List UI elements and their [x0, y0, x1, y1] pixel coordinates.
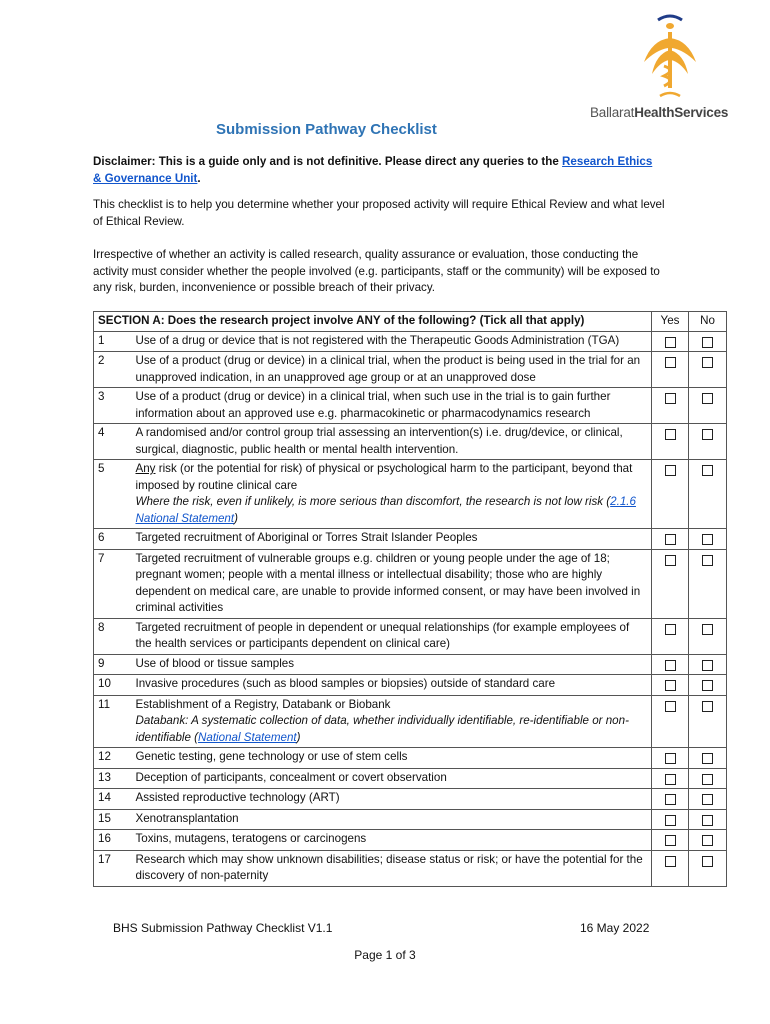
checklist-row	[94, 809, 727, 830]
checklist-row	[94, 789, 727, 810]
item-text: Establishment of a Registry, Databank or Biobank	[135, 697, 391, 711]
yes-cell	[652, 424, 689, 460]
item-number: 13	[94, 768, 132, 789]
item-text: Xenotransplantation	[135, 811, 239, 825]
no-cell	[689, 549, 727, 618]
yes-checkbox[interactable]	[665, 624, 676, 635]
yes-cell	[652, 549, 689, 618]
item-text: Targeted recruitment of people in dependent or unequal relationships (for example employees of the health services or participants dependent on clinical care)	[135, 620, 630, 650]
item-description: Any risk (or the potential for risk) of physical or psychological harm to the participant, beyond that imposed by routine clinical care Where the risk, even if unlikely, is more serious than discomfort, the research is not low risk (2.1.6 National Statement)	[132, 460, 652, 529]
no-cell	[689, 830, 727, 851]
intro-paragraph-1: This checklist is to help you determine whether your proposed activity will require Ethical Review and what level of Ethical Review.	[93, 198, 665, 228]
no-cell	[689, 388, 727, 424]
footer-date: 16 May 2022	[580, 921, 650, 935]
no-cell	[689, 809, 727, 830]
checklist-row	[94, 830, 727, 851]
yes-checkbox[interactable]	[665, 429, 676, 440]
item-note: Where the risk, even if unlikely, is more serious than discomfort, the research is not low risk (2.1.6 National Statement)	[135, 495, 636, 525]
yes-cell	[652, 768, 689, 789]
yes-cell	[652, 654, 689, 675]
no-cell	[689, 460, 727, 529]
checklist-row	[94, 529, 727, 550]
no-checkbox[interactable]	[702, 624, 713, 635]
yes-checkbox[interactable]	[665, 856, 676, 867]
no-cell	[689, 529, 727, 550]
item-number: 1	[94, 331, 132, 352]
item-number: 9	[94, 654, 132, 675]
checklist-row	[94, 424, 727, 460]
footer-document-title: BHS Submission Pathway Checklist V1.1	[113, 921, 333, 935]
intro-paragraph-2: Irrespective of whether an activity is called research, quality assurance or evaluation, those conducting the activity must consider whether the people involved (e.g. participants, staff or the community) will be exposed to any risk, burden, inconvenience or possible breach of their privacy.	[93, 248, 660, 294]
item-text: Use of a drug or device that is not registered with the Therapeutic Goods Administration (TGA)	[135, 333, 620, 347]
item-number: 11	[94, 695, 132, 748]
yes-checkbox[interactable]	[665, 555, 676, 566]
no-checkbox[interactable]	[702, 701, 713, 712]
yes-checkbox[interactable]	[665, 680, 676, 691]
no-cell	[689, 789, 727, 810]
item-text: risk (or the potential for risk) of physical or psychological harm to the participant, beyond that imposed by routine clinical care	[135, 462, 633, 492]
no-checkbox[interactable]	[702, 393, 713, 404]
item-text: Use of a product (drug or device) in a clinical trial, when such use in the trial is to gain further information about an approved use e.g. pharmacokinetic or pharmacodynamics research	[135, 390, 611, 420]
no-checkbox[interactable]	[702, 534, 713, 545]
no-cell	[689, 352, 727, 388]
item-description	[132, 675, 652, 696]
yes-cell	[652, 675, 689, 696]
item-text: Deception of participants, concealment or covert observation	[135, 770, 447, 784]
section-a-checklist-table	[93, 311, 727, 887]
yes-cell	[652, 789, 689, 810]
item-text: Toxins, mutagens, teratogens or carcinogens	[135, 832, 367, 845]
no-checkbox[interactable]	[702, 660, 713, 671]
item-description	[132, 768, 652, 789]
item-text: Invasive procedures (such as blood samples or biopsies) outside of standard care	[135, 677, 556, 690]
yes-checkbox[interactable]	[665, 357, 676, 368]
checklist-row	[94, 654, 727, 675]
item-text: Assisted reproductive technology (ART)	[135, 791, 340, 804]
item-description	[132, 654, 652, 675]
item-number: 4	[94, 424, 132, 460]
item-text: Use of a product (drug or device) in a clinical trial, when the product is being used in the trial for an unapproved indication, in an unapproved age group or at an unapproved dose	[135, 354, 641, 384]
yes-checkbox[interactable]	[665, 815, 676, 826]
item-description	[132, 618, 652, 654]
checklist-row	[94, 549, 727, 618]
page-number: Page 1 of 3	[354, 948, 416, 962]
no-cell	[689, 748, 727, 769]
no-cell	[689, 424, 727, 460]
no-checkbox[interactable]	[702, 794, 713, 805]
yes-cell	[652, 460, 689, 529]
logo-wordmark: BallaratHealthServices	[590, 105, 729, 120]
yes-checkbox[interactable]	[665, 835, 676, 846]
no-checkbox[interactable]	[702, 429, 713, 440]
yes-checkbox[interactable]	[665, 393, 676, 404]
item-number: 8	[94, 618, 132, 654]
item-description	[132, 388, 652, 424]
no-cell	[689, 675, 727, 696]
disclaimer-text: Disclaimer: This is a guide only and is not definitive. Please direct any queries to the	[93, 155, 563, 168]
ballarat-health-services-logo	[590, 10, 750, 125]
item-text: Research which may show unknown disabilities; disease status or risk; or have the potential for the discovery of non-paternity	[135, 852, 643, 882]
checklist-row	[94, 460, 727, 529]
item-text: A randomised and/or control group trial assessing an intervention(s) i.e. drug/device, or clinical, surgical, diagnostic, public health or mental health intervention.	[135, 426, 623, 456]
item-number: 5	[94, 460, 132, 529]
table-header-row	[94, 312, 727, 332]
no-checkbox[interactable]	[702, 774, 713, 785]
item-description	[132, 424, 652, 460]
no-cell	[689, 331, 727, 352]
yes-checkbox[interactable]	[665, 753, 676, 764]
section-a-header: SECTION A: Does the research project involve ANY of the following? (Tick all that apply)	[94, 312, 652, 332]
no-checkbox[interactable]	[702, 680, 713, 691]
item-number: 10	[94, 675, 132, 696]
item-description	[132, 695, 652, 748]
disclaimer: Disclaimer: This is a guide only and is not definitive. Please direct any queries to the Research Ethics & Governance Unit.	[93, 155, 653, 185]
checklist-row	[94, 675, 727, 696]
no-checkbox[interactable]	[702, 555, 713, 566]
checklist-row	[94, 331, 727, 352]
item-number: 16	[94, 830, 132, 851]
item-number: 15	[94, 809, 132, 830]
no-column-header: No	[689, 312, 727, 332]
checklist-row	[94, 618, 727, 654]
checklist-rows	[94, 331, 727, 886]
item-number: 17	[94, 850, 132, 886]
yes-column-header: Yes	[652, 312, 689, 332]
item-description	[132, 529, 652, 550]
checklist-row	[94, 768, 727, 789]
no-cell	[689, 654, 727, 675]
item-number: 2	[94, 352, 132, 388]
yes-checkbox[interactable]	[665, 465, 676, 476]
yes-cell	[652, 352, 689, 388]
no-checkbox[interactable]	[702, 815, 713, 826]
item-text: Genetic testing, gene technology or use of stem cells	[135, 750, 408, 763]
no-checkbox[interactable]	[702, 337, 713, 348]
no-cell	[689, 850, 727, 886]
item-text: Targeted recruitment of vulnerable groups e.g. children or young people under the age of 18; pregnant women; people with a mental illness or intellectual disability; those who are highly dependent on medical care, are unable to provide informed consent, or may have been involved in criminal activities	[135, 551, 641, 614]
yes-checkbox[interactable]	[665, 701, 676, 712]
yes-checkbox[interactable]	[665, 774, 676, 785]
checklist-row	[94, 850, 727, 886]
yes-cell	[652, 850, 689, 886]
no-cell	[689, 768, 727, 789]
yes-cell	[652, 331, 689, 352]
yes-checkbox[interactable]	[665, 337, 676, 348]
yes-cell	[652, 695, 689, 748]
yes-cell	[652, 388, 689, 424]
item-description	[132, 789, 652, 810]
no-checkbox[interactable]	[702, 753, 713, 764]
item-text: Targeted recruitment of Aboriginal or Torres Strait Islander Peoples	[135, 531, 478, 544]
no-checkbox[interactable]	[702, 856, 713, 867]
national-statement-link[interactable]: 2.1.6 National Statement	[135, 495, 636, 525]
yes-cell	[652, 618, 689, 654]
bhs-emblem-icon	[630, 10, 710, 105]
item-description	[132, 748, 652, 769]
item-number: 6	[94, 529, 132, 550]
yes-cell	[652, 529, 689, 550]
checklist-row	[94, 388, 727, 424]
item-text: Use of blood or tissue samples	[135, 656, 295, 670]
yes-checkbox[interactable]	[665, 660, 676, 671]
item-description	[132, 809, 652, 830]
item-note: Databank: A systematic collection of data, whether individually identifiable, re-identifiable or non-identifiable (National Statement)	[135, 714, 629, 744]
yes-checkbox[interactable]	[665, 534, 676, 545]
item-number: 3	[94, 388, 132, 424]
item-description	[132, 549, 652, 618]
yes-cell	[652, 830, 689, 851]
yes-cell	[652, 748, 689, 769]
research-ethics-link[interactable]: Research Ethics & Governance Unit	[93, 155, 653, 185]
no-cell	[689, 695, 727, 748]
national-statement-link[interactable]: National Statement	[198, 730, 297, 744]
no-checkbox[interactable]	[702, 465, 713, 476]
checklist-row	[94, 748, 727, 769]
page-title: Submission Pathway Checklist	[216, 121, 437, 138]
yes-checkbox[interactable]	[665, 794, 676, 805]
no-checkbox[interactable]	[702, 357, 713, 368]
item-number: 14	[94, 789, 132, 810]
item-description	[132, 830, 652, 851]
item-number: 7	[94, 549, 132, 618]
item-description	[132, 331, 652, 352]
checklist-row	[94, 352, 727, 388]
yes-cell	[652, 809, 689, 830]
item-description	[132, 850, 652, 886]
no-checkbox[interactable]	[702, 835, 713, 846]
item-number: 12	[94, 748, 132, 769]
checklist-row	[94, 695, 727, 748]
no-cell	[689, 618, 727, 654]
item-description	[132, 352, 652, 388]
